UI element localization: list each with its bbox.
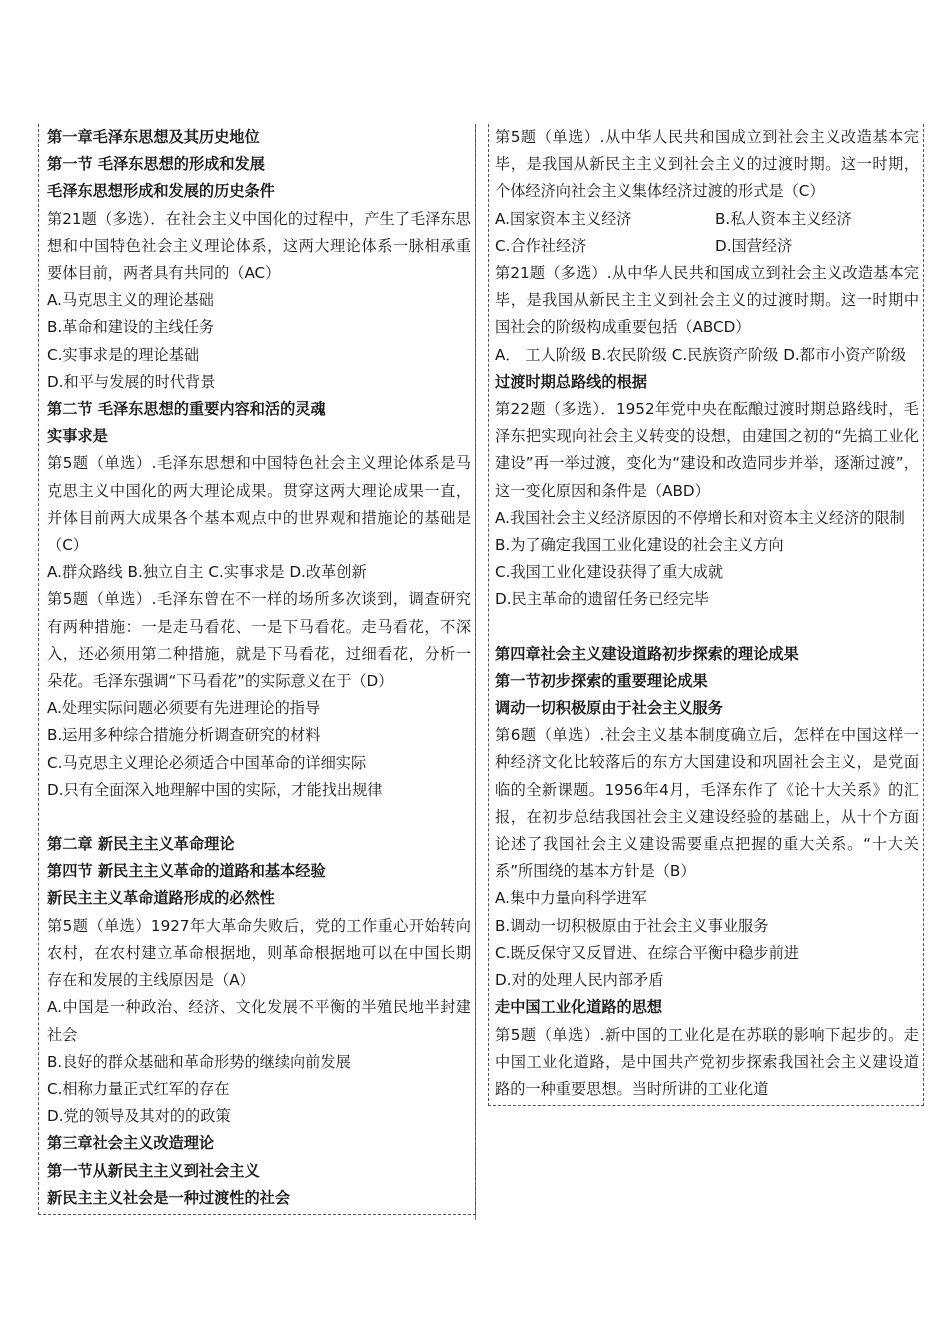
text-line: 第22题（多选）．1952年党中央在酝酿过渡时期总路线时，毛泽东把实现向社会主义转变的设想，由建国之初的“先搞工业化建设”再一举过渡，变化为“建设和改造同步并举，逐渐过渡”，这一变化原因和条件是（ABD） xyxy=(495,400,919,500)
text-line: D.对的处理人民内部矛盾 xyxy=(495,971,664,990)
section-heading: 第一节从新民主主义到社会主义 xyxy=(47,1161,260,1180)
option-row xyxy=(495,206,919,233)
section-heading: 新民主主义社会是一种过渡性的社会 xyxy=(47,1188,290,1207)
section-heading: 第一章毛泽东思想及其历史地位 xyxy=(47,128,260,146)
text-line: C.马克思主义理论必须适合中国革命的详细实际 xyxy=(47,753,367,772)
section-heading: 第四节 新民主主义革命的道路和基本经验 xyxy=(47,862,326,881)
text-line: B.良好的群众基础和革命形势的继续向前发展 xyxy=(47,1052,351,1071)
text-line: D.党的领导及其对的的政策 xyxy=(47,1107,231,1126)
text-line: A.群众路线 B.独立自主 C.实事求是 D.改革创新 xyxy=(47,563,367,582)
text-line: B.革命和建设的主线任务 xyxy=(47,318,215,337)
text-line: B.调动一切积极原由于社会主义事业服务 xyxy=(495,916,769,935)
section-heading: 第二节 毛泽东思想的重要内容和活的灵魂 xyxy=(47,400,326,419)
section-heading: 新民主主义革命道路形成的必然性 xyxy=(47,889,275,908)
section-heading: 调动一切积极原由于社会主义服务 xyxy=(495,699,723,718)
left-column xyxy=(38,124,476,1215)
option-text: A.国家资本主义经济 xyxy=(495,209,632,228)
section-heading: 第一节 毛泽东思想的形成和发展 xyxy=(47,155,265,174)
text-line: 第5题（单选）.毛泽东思想和中国特色社会主义理论体系是马克思主义中国化的两大理论成果。贯穿这两大理论成果一直，并体目前两大成果各个基本观点中的世界观和措施论的基础是（C） xyxy=(47,454,471,555)
text-line: B.运用多种综合措施分析调查研究的材料 xyxy=(47,726,321,745)
text-line: C.既反保守又反冒进、在综合平衡中稳步前进 xyxy=(495,943,799,962)
option-text: D.国营经济 xyxy=(715,236,793,255)
text-line: C.我国工业化建设获得了重大成就 xyxy=(495,563,724,582)
text-line: D.和平与发展的时代背景 xyxy=(47,372,216,391)
text-line: C.相称力量正式红军的存在 xyxy=(47,1079,230,1098)
option-text: C.合作社经济 xyxy=(495,236,587,255)
right-column xyxy=(488,124,924,1106)
text-line: 第6题（单选）.社会主义基本制度确立后，怎样在中国这样一种经济文化比较落后的东方大国建设和巩固社会主义，是党面临的全新课题。1956年4月，毛泽东作了《论十大关系》的汇报，在初步总结我国社会主义建设经验的基础上，从十个方面论述了我国社会主义建设需要重点把握的重大关系。“十大关系”所围绕的基本方针是（B） xyxy=(495,726,919,881)
text-line: A． 工人阶级 B.农民阶级 C.民族资产阶级 D.都市小资产阶级 xyxy=(495,345,907,364)
section-heading: 第二章 新民主主义革命理论 xyxy=(47,835,235,854)
text-line: A.处理实际问题必须要有先进理论的指导 xyxy=(47,699,321,718)
section-heading: 毛泽东思想形成和发展的历史条件 xyxy=(47,182,275,201)
text-line: 第21题（多选）．在社会主义中国化的过程中，产生了毛泽东思想和中国特色社会主义理论体系，这两大理论体系一脉相承重要体目前，两者具有共同的（AC） xyxy=(47,209,471,283)
text-line: B.为了确定我国工业化建设的社会主义方向 xyxy=(495,536,784,555)
text-line: 第5题（单选）.毛泽东曾在不一样的场所多次谈到，调查研究有两种措施：一是走马看花、一是下马看花。走马看花，不深入，还必须用第二种措施，就是下马看花，过细看花，分析一朵花。毛泽东强调“下马看花”的实际意义在于（D） xyxy=(47,590,471,691)
text-line: A.我国社会主义经济原因的不停增长和对资本主义经济的限制 xyxy=(495,508,905,527)
spacer xyxy=(47,804,471,831)
section-heading: 过渡时期总路线的根据 xyxy=(495,372,647,391)
text-line: 第21题（多选）.从中华人民共和国成立到社会主义改造基本完毕，是我国从新民主主义到社会主义的过渡时期。这一时期中国社会的阶级构成重要包括（ABCD） xyxy=(495,264,919,337)
section-heading: 第三章社会主义改造理论 xyxy=(47,1134,215,1153)
option-row xyxy=(495,233,919,260)
option-text: B.私人资本主义经济 xyxy=(715,209,852,228)
section-heading: 走中国工业化道路的思想 xyxy=(495,998,663,1017)
text-line: 第5题（单选）1927年大革命失败后，党的工作重心开始转向农村，在农村建立革命根据地，则革命根据地可以在中国长期存在和发展的主线原因是（A） xyxy=(47,916,471,990)
text-line: A.中国是一种政治、经济、文化发展不平衡的半殖民地半封建社会 xyxy=(47,998,471,1044)
spacer xyxy=(495,614,919,641)
section-heading: 实事求是 xyxy=(47,427,108,446)
text-line: A.集中力量向科学进军 xyxy=(495,889,647,908)
text-line: D.只有全面深入地理解中国的实际，才能找出规律 xyxy=(47,780,383,799)
text-line: A.马克思主义的理论基础 xyxy=(47,291,214,310)
section-heading: 第一节初步探索的重要理论成果 xyxy=(495,671,708,690)
text-line: C.实事求是的理论基础 xyxy=(47,345,200,364)
section-heading: 第四章社会主义建设道路初步探索的理论成果 xyxy=(495,644,799,663)
text-line: D.民主革命的遗留任务已经完毕 xyxy=(495,590,709,609)
text-line: 第5题（单选）.新中国的工业化是在苏联的影响下起步的。走中国工业化道路，是中国共产党初步探索我国社会主义建设道路的一种重要思想。当时所讲的工业化道 xyxy=(495,1025,919,1098)
text-line: 第5题（单选）.从中华人民共和国成立到社会主义改造基本完毕，是我国从新民主主义到社会主义的过渡时期。这一时期，个体经济向社会主义集体经济过渡的形式是（C） xyxy=(495,128,919,201)
